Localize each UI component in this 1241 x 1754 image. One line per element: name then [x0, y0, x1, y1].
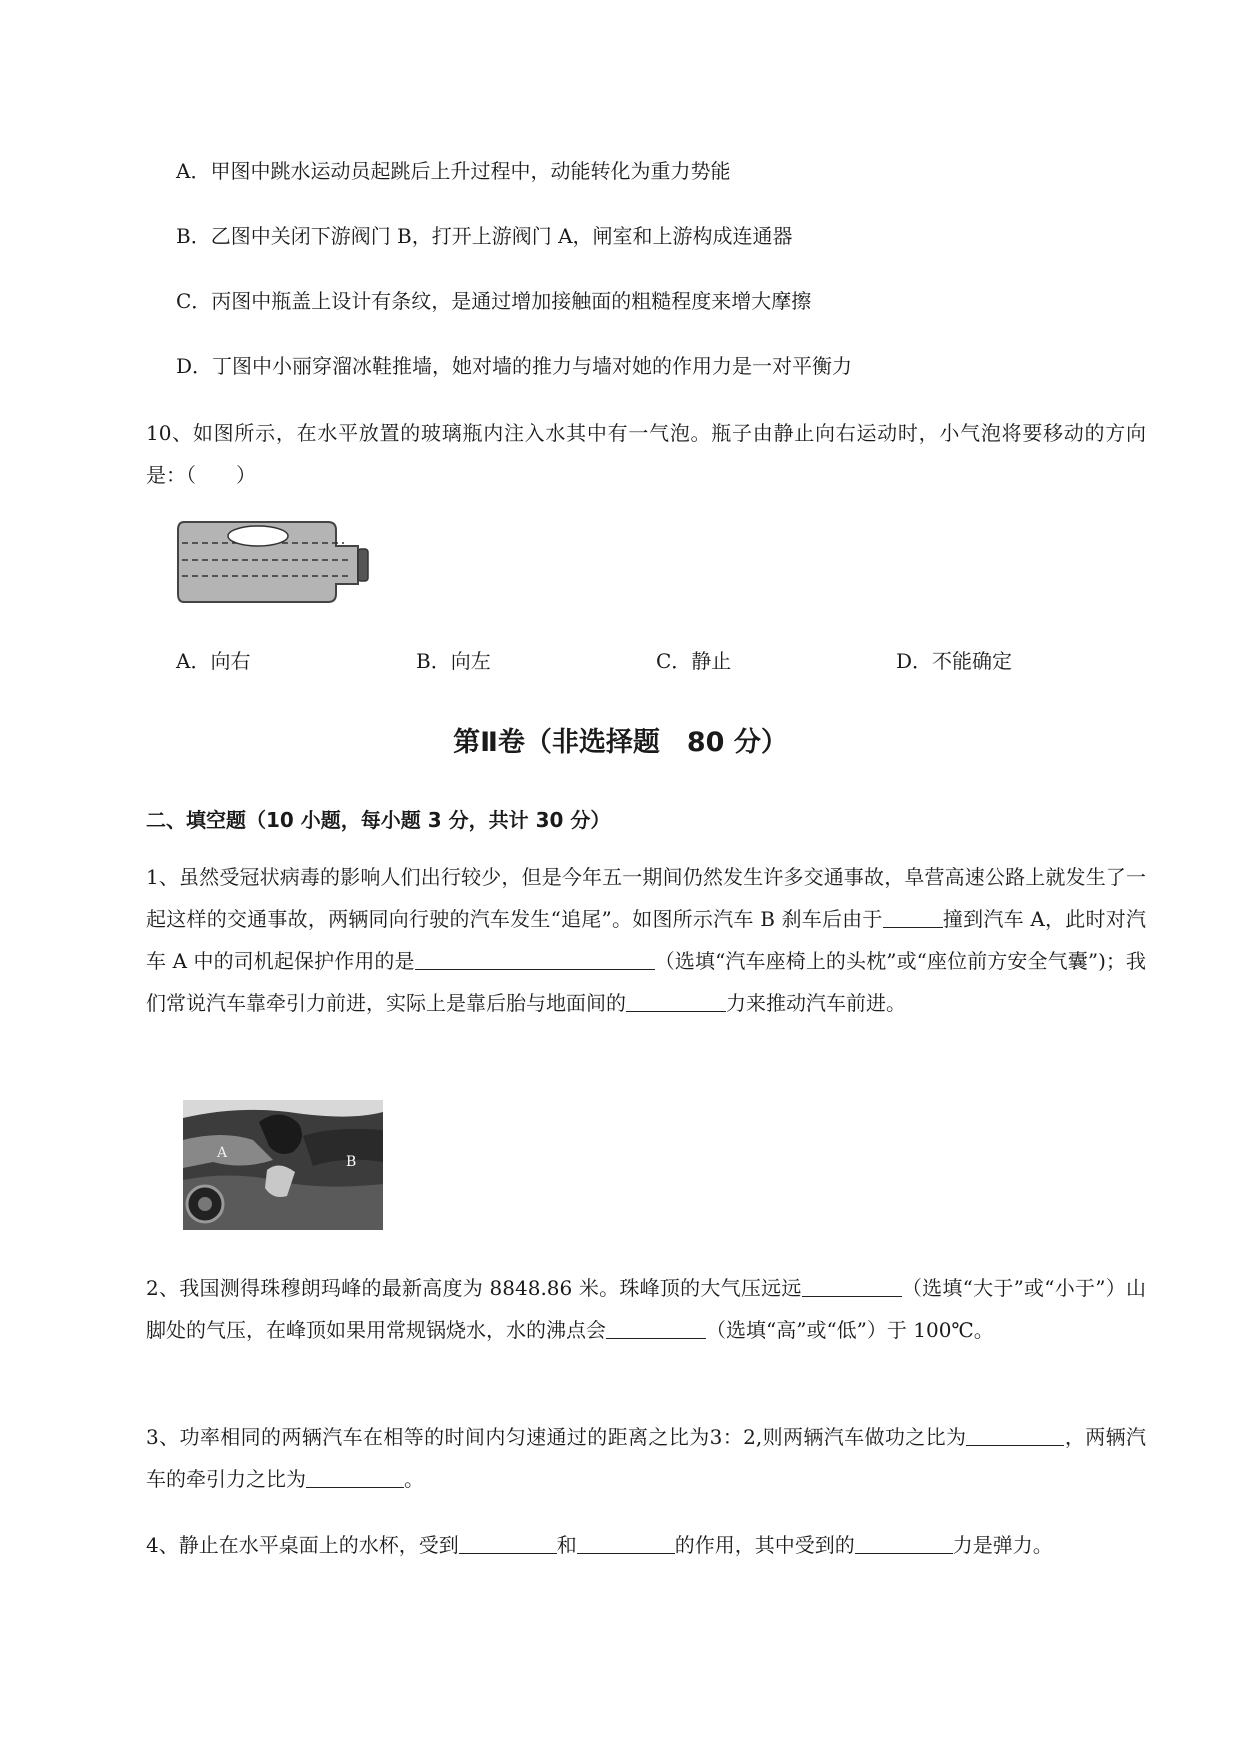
- q1-text-2: 撞到汽车 A，此时对汽车 A 中的司机起保护作用的是: [146, 907, 1146, 973]
- photo-label-b: B: [346, 1154, 357, 1170]
- q1-text-4: 力来推动汽车前进。: [726, 991, 906, 1015]
- q4-blank-1[interactable]: [459, 1531, 557, 1554]
- q1-text-3: （选填“汽车座椅上的头枕”或“座位前方安全气囊”)；我们常说汽车靠牵引力前进，实际上是靠后胎与地面间的: [146, 949, 1146, 1015]
- q10-choice-b: B．向左: [416, 649, 491, 673]
- q10-choice-c: C．静止: [656, 649, 732, 673]
- q4-blank-3[interactable]: [855, 1531, 953, 1554]
- q4-text-2: 和: [556, 1533, 577, 1557]
- q10-choice-a: A．向右: [176, 649, 251, 673]
- q4-blank-2[interactable]: [577, 1531, 675, 1554]
- part2-title: 第Ⅱ卷（非选择题 80 分）: [453, 727, 788, 758]
- air-bubble: [228, 526, 288, 546]
- q3-text-2: ，两辆汽车的牵引力之比为: [146, 1425, 1147, 1491]
- fill-q2: [146, 1267, 1146, 1351]
- q2-blank-2[interactable]: [606, 1316, 706, 1339]
- fill-q1: [146, 856, 1146, 1024]
- bottle-figure: [176, 520, 376, 604]
- fill-q3: [146, 1416, 1146, 1500]
- q9-option-c: C．丙图中瓶盖上设计有条纹，是通过增加接触面的粗糙程度来增大摩擦: [176, 289, 812, 313]
- section-title: 二、填空题（10 小题，每小题 3 分，共计 30 分）: [146, 808, 611, 832]
- q3-blank-2[interactable]: [306, 1465, 404, 1488]
- q2-text-2: （选填“大于”或“小于”）山脚处的气压，在峰顶如果用常规锅烧水，水的沸点会: [146, 1276, 1146, 1342]
- q9-option-d: D．丁图中小丽穿溜冰鞋推墙，她对墙的推力与墙对她的作用力是一对平衡力: [176, 354, 853, 378]
- q2-text-1: 2、我国测得珠穆朗玛峰的最新高度为 8848.86 米。珠峰顶的大气压远远: [146, 1276, 802, 1300]
- q1-text-1: 1、虽然受冠状病毒的影响人们出行较少，但是今年五一期间仍然发生许多交通事故，阜营高速公路上就发生了一起这样的交通事故，两辆同向行驶的汽车发生“追尾”。如图所示汽车 B 刹车后由于: [146, 865, 1146, 931]
- q3-text-1: 3、功率相同的两辆汽车在相等的时间内匀速通过的距离之比为3：2,则两辆汽车做功之比为: [146, 1425, 967, 1449]
- q2-blank-1[interactable]: [802, 1274, 902, 1297]
- car-crash-photo: [183, 1100, 383, 1230]
- q9-option-b: B．乙图中关闭下游阀门 B，打开上游阀门 A，闸室和上游构成连通器: [176, 224, 793, 248]
- q3-text-3: 。: [404, 1467, 424, 1491]
- q1-blank-1[interactable]: [883, 905, 943, 928]
- photo-label-a: A: [217, 1145, 228, 1161]
- q9-option-a: A．甲图中跳水运动员起跳后上升过程中，动能转化为重力势能: [176, 159, 731, 183]
- q2-text-3: （选填“高”或“低”）于 100℃。: [706, 1318, 994, 1342]
- q4-text-3: 的作用，其中受到的: [674, 1533, 855, 1557]
- q4-text-4: 力是弹力。: [952, 1533, 1053, 1557]
- q1-blank-3[interactable]: [626, 989, 726, 1012]
- q1-blank-2[interactable]: [415, 947, 655, 970]
- q4-text-1: 4、静止在水平桌面上的水杯，受到: [146, 1533, 459, 1557]
- q10-stem: 10、如图所示，在水平放置的玻璃瓶内注入水其中有一气泡。瓶子由静止向右运动时，小气泡将要移动的方向是：（ ）: [146, 421, 1146, 487]
- q10-choice-d: D．不能确定: [896, 649, 1013, 673]
- fill-q4: [146, 1524, 1146, 1566]
- q3-blank-1[interactable]: [966, 1423, 1064, 1446]
